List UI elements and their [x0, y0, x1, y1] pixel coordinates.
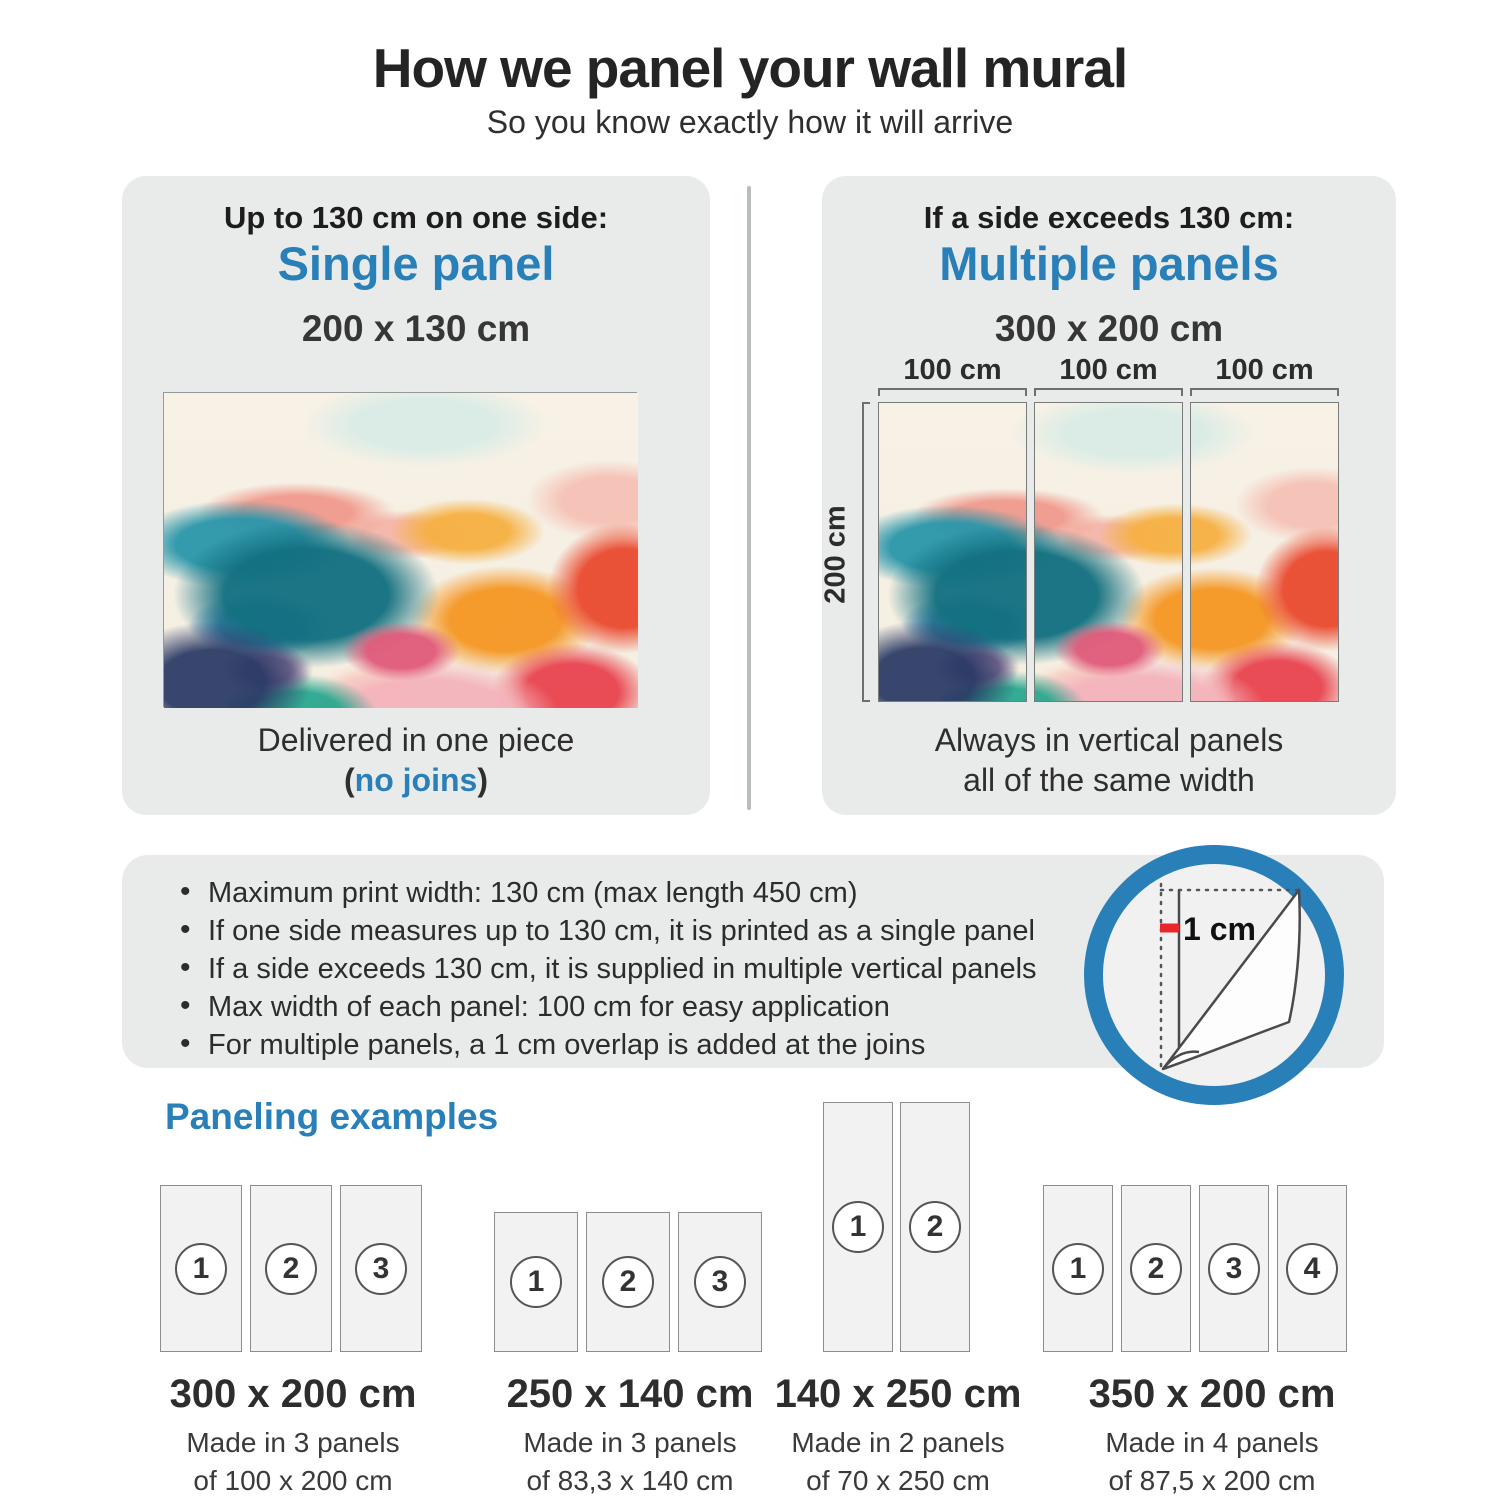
example-size: 300 x 200 cm [169, 1372, 417, 1416]
single-panel-size: 200 x 130 cm [301, 308, 531, 349]
paren-close: ) [477, 762, 488, 798]
width-label-3: 100 cm [1215, 354, 1314, 386]
width-label-1: 100 cm [903, 354, 1002, 386]
example-1-caption [123, 1372, 463, 1497]
panel-number-badge: 4 [1286, 1243, 1338, 1295]
page-title: How we panel your wall mural [372, 37, 1128, 99]
mural-artwork-slice-3 [1190, 403, 1339, 702]
example-of: of 83,3 x 140 cm [526, 1465, 734, 1496]
panel [586, 1212, 670, 1352]
panel-number-badge: 1 [1052, 1243, 1104, 1295]
multiple-panels-size: 300 x 200 cm [994, 308, 1224, 349]
height-dimension-bracket [862, 402, 870, 702]
panel-number-badge: 1 [510, 1256, 562, 1308]
single-panel-condition: Up to 130 cm on one side: [223, 200, 609, 235]
panel-number-badge: 3 [1208, 1243, 1260, 1295]
width-label-2: 100 cm [1059, 354, 1158, 386]
mural-artwork-slice-1 [879, 403, 1027, 702]
height-label: 200 cm [819, 505, 852, 604]
multiple-panels-condition: If a side exceeds 130 cm: [923, 200, 1295, 235]
example-of: of 87,5 x 200 cm [1108, 1465, 1316, 1496]
example-made: Made in 3 panels [523, 1427, 737, 1458]
example-of: of 70 x 250 cm [806, 1465, 990, 1496]
example-3-caption [728, 1372, 1068, 1497]
example-made: Made in 2 panels [791, 1427, 1005, 1458]
panel-number-badge: 2 [602, 1256, 654, 1308]
panel-number-badge: 1 [832, 1201, 884, 1253]
panel-number-badge: 3 [355, 1243, 407, 1295]
mural-image-single [163, 392, 637, 707]
mural-artwork-slice-2 [1034, 403, 1183, 702]
example-size: 140 x 250 cm [774, 1372, 1022, 1416]
note-item: • For multiple panels, a 1 cm overlap is added at the joins [180, 1031, 1180, 1060]
example-of: of 100 x 200 cm [193, 1465, 393, 1496]
panel-number-badge: 2 [909, 1201, 961, 1253]
card-divider [747, 186, 751, 810]
example-4-panels [1043, 1185, 1347, 1352]
example-made: Made in 4 panels [1105, 1427, 1319, 1458]
panel [823, 1102, 893, 1352]
multiple-panels-card [819, 176, 1396, 815]
note-item: • Maximum print width: 130 cm (max length 450 cm) [180, 879, 1180, 908]
panel-number-badge: 3 [694, 1256, 746, 1308]
panel [1277, 1185, 1347, 1352]
single-panel-caption: Delivered in one piece [257, 722, 575, 758]
panel-number-badge: 1 [175, 1243, 227, 1295]
panel [678, 1212, 762, 1352]
example-size: 250 x 140 cm [506, 1372, 754, 1416]
example-2-panels [494, 1212, 762, 1352]
single-panel-card [122, 176, 710, 815]
panel-number-badge: 2 [265, 1243, 317, 1295]
multiple-panels-caption-line2: all of the same width [963, 762, 1255, 798]
width-dimension-bracket-3 [1190, 388, 1339, 396]
panel [340, 1185, 422, 1352]
single-panel-heading: Single panel [277, 237, 555, 290]
overlap-peel-drawing [1103, 864, 1325, 1086]
note-item: • If one side measures up to 130 cm, it is printed as a single panel [180, 917, 1180, 946]
example-3-panels [823, 1102, 970, 1352]
panel [1043, 1185, 1113, 1352]
panel [1121, 1185, 1191, 1352]
example-made: Made in 3 panels [186, 1427, 400, 1458]
overlap-peel-icon [1084, 845, 1344, 1105]
panel [1199, 1185, 1269, 1352]
mural-panel-1 [878, 402, 1027, 702]
no-joins-highlight: no joins [354, 762, 478, 798]
multiple-panels-caption-line1: Always in vertical panels [934, 722, 1284, 758]
examples-heading: Paneling examples [165, 1096, 499, 1137]
example-size: 350 x 200 cm [1088, 1372, 1336, 1416]
panel [900, 1102, 970, 1352]
single-panel-caption-joins [122, 762, 710, 799]
mural-artwork [164, 393, 638, 708]
overlap-size-label: 1 cm [1183, 911, 1256, 947]
mural-panel-3 [1190, 402, 1339, 702]
example-4-caption [1042, 1372, 1382, 1497]
mural-panel-2 [1034, 402, 1183, 702]
width-dimension-bracket-1 [878, 388, 1027, 396]
note-item: • Max width of each panel: 100 cm for easy application [180, 993, 1180, 1022]
panel [250, 1185, 332, 1352]
note-item: • If a side exceeds 130 cm, it is supplied in multiple vertical panels [180, 955, 1180, 984]
panel [160, 1185, 242, 1352]
panel [494, 1212, 578, 1352]
example-1-panels [160, 1185, 422, 1352]
page-subtitle: So you know exactly how it will arrive [486, 104, 1014, 140]
multiple-panels-heading: Multiple panels [939, 237, 1279, 290]
width-dimension-bracket-2 [1034, 388, 1183, 396]
notes-list [180, 879, 1180, 1069]
panel-number-badge: 2 [1130, 1243, 1182, 1295]
paren-open: ( [344, 762, 355, 798]
